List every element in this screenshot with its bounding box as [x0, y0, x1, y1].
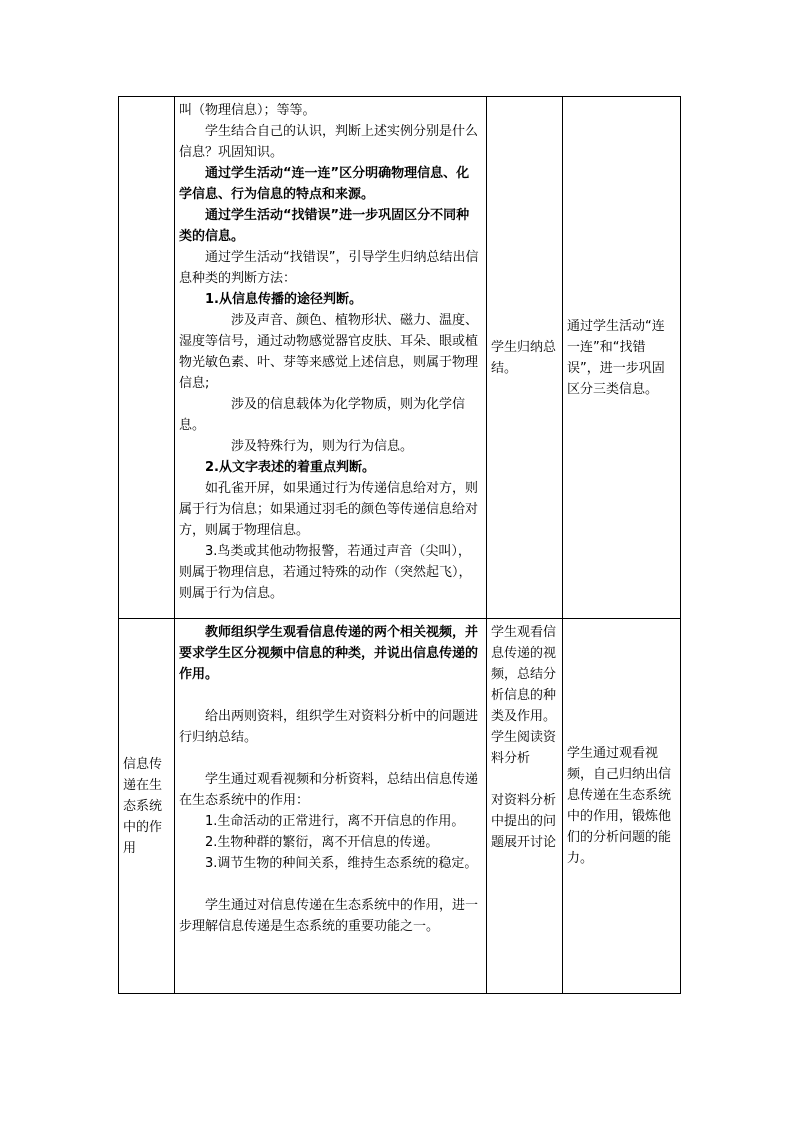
paragraph: 学生通过对信息传递在生态系统中的作用，进一步理解信息传递是生态系统的重要功能之一。 — [179, 898, 479, 934]
design-intent-cell — [563, 619, 681, 994]
paragraph: 如孔雀开屏，如果通过行为传递信息给对方，则属于行为信息；如果通过羽毛的颜色等传递信息给对方，则属于物理信息。 — [179, 481, 479, 538]
paragraph — [179, 874, 482, 895]
student-activity-list — [491, 622, 558, 853]
student-activity-cell — [487, 619, 563, 994]
paragraph: 叫（物理信息）；等等。 — [179, 103, 316, 118]
teaching-content-list — [179, 100, 482, 604]
paragraph: 涉及的信息载体为化学物质，则为化学信息。 — [179, 397, 466, 433]
paragraph: 涉及声音、颜色、植物形状、磁力、温度、湿度等信号，通过动物感觉器官皮肤、耳朵、眼或植物光敏色素、叶、芽等来感觉上述信息，则属于物理信息; — [179, 313, 479, 391]
teaching-content-list — [179, 622, 482, 937]
paragraph — [179, 685, 482, 706]
paragraph: 通过学生活动“连一连”区分明确物理信息、化学信息、行为信息的特点和来源。 — [179, 166, 470, 202]
paragraph: 学生阅读资料分析 — [491, 730, 557, 766]
design-intent-text: 学生通过观看视频，自己归纳出信息传递在生态系统中的作用，锻炼他们的分析问题的能力。 — [567, 746, 672, 866]
teaching-content-cell — [175, 619, 487, 994]
paragraph: 3.鸟类或其他动物报警，若通过声音（尖叫），则属于物理信息，若通过特殊的动作（突然起飞），则属于行为信息。 — [179, 544, 472, 601]
topic-title: 信息传递在生态系统中的作用 — [123, 756, 163, 856]
paragraph: 1.生命活动的正常进行，离不开信息的作用。 — [205, 814, 465, 829]
student-activity-cell — [487, 97, 563, 619]
paragraph: 2.从文字表述的着重点判断。 — [205, 460, 375, 475]
teaching-content-cell — [175, 97, 487, 619]
design-intent-cell — [563, 97, 681, 619]
lesson-plan-table — [118, 96, 681, 994]
student-activity-text: 学生归纳总结。 — [491, 339, 557, 376]
paragraph — [179, 748, 482, 769]
paragraph: 教师组织学生观看信息传递的两个相关视频，并要求学生区分视频中信息的种类，并说出信息传递的作用。 — [179, 625, 479, 682]
table-row — [119, 97, 681, 619]
topic-cell-empty — [119, 97, 175, 619]
table-row — [119, 619, 681, 994]
paragraph: 通过学生活动“找错误”，引导学生归纳总结出信息种类的判断方法： — [179, 250, 479, 286]
paragraph: 学生结合自己的认识，判断上述实例分别是什么信息？巩固知识。 — [179, 124, 479, 160]
paragraph: 2.生物种群的繁衍，离不开信息的传递。 — [205, 835, 439, 850]
paragraph: 对资料分析中提出的问题展开讨论 — [491, 793, 557, 850]
paragraph: 涉及特殊行为，则为行为信息。 — [231, 439, 414, 454]
paragraph: 学生通过观看视频和分析资料，总结出信息传递在生态系统中的作用： — [179, 772, 479, 808]
design-intent-text: 通过学生活动“连一连”和“找错误”，进一步巩固区分三类信息。 — [567, 318, 665, 397]
paragraph: 给出两则资料，组织学生对资料分析中的问题进行归纳总结。 — [179, 709, 479, 745]
paragraph: 通过学生活动“找错误”进一步巩固区分不同种类的信息。 — [179, 208, 470, 244]
paragraph: 学生观看信息传递的视频，总结分析信息的种类及作用。 — [491, 625, 557, 724]
topic-cell — [119, 619, 175, 994]
paragraph: 1.从信息传播的途径判断。 — [205, 292, 362, 307]
paragraph: 3.调节生物的种间关系，维持生态系统的稳定。 — [205, 856, 478, 871]
paragraph — [491, 769, 558, 790]
